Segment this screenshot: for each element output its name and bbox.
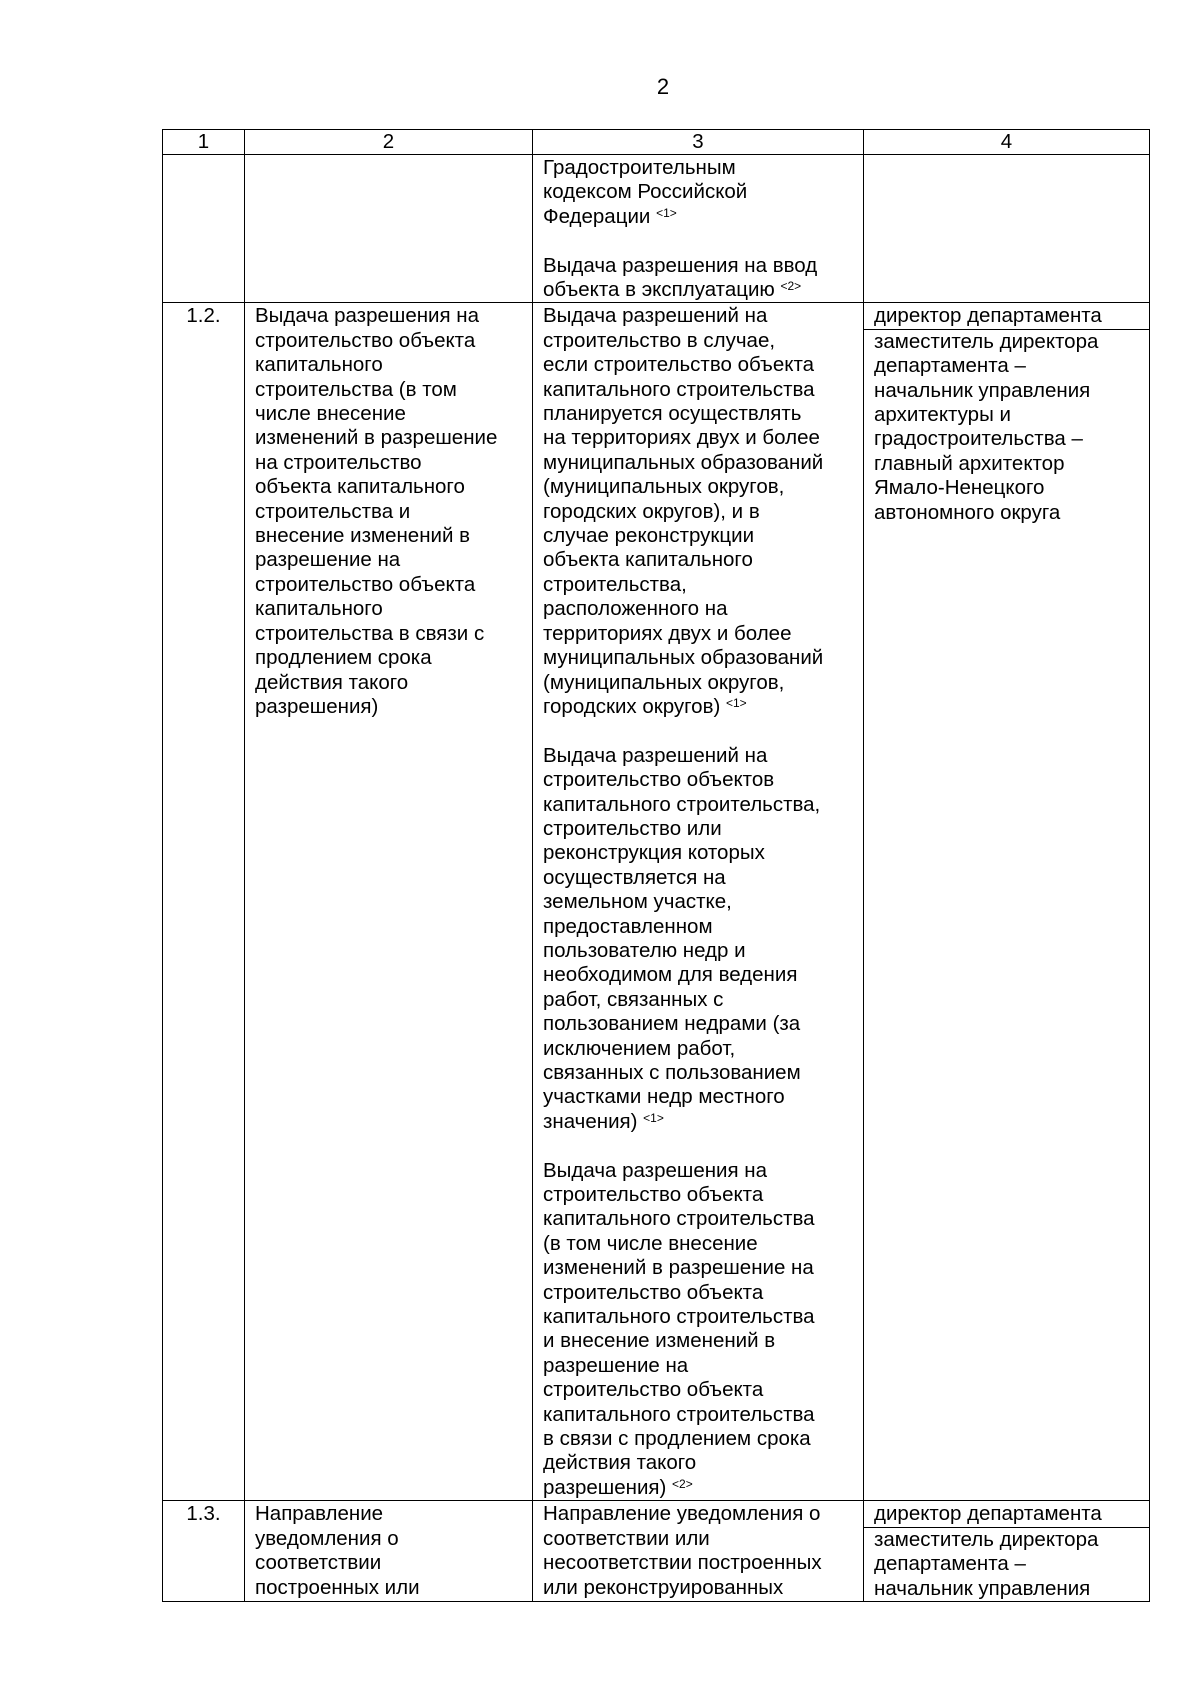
page-number: 2 [656,74,670,99]
header-row [163,130,1150,155]
table-row [163,155,1150,303]
officials-cell [864,303,1150,1501]
authority-paragraph: Выдача разрешения на ввод объекта в эксплуатацию $^{<2>}$ [543,253,818,302]
service-name: Выдача разрешения на строительство объекта капитального строительства (в том числе внесение изменений в разрешение на строительство объекта капитального строительства и внесение изменений в разрешение на строительство объекта капитального строительства в связи с продлением срока действия такого разрешения) [245,303,533,1501]
table-row [163,1501,1150,1602]
header-cell-1: 1 [163,130,245,155]
table-row [163,303,1150,1501]
service-name: Направление уведомления о соответствии построенных или [245,1501,533,1602]
row-number [163,155,245,303]
header-cell-2: 2 [245,130,533,155]
authority-content [533,1501,864,1602]
authority-content [533,155,864,303]
authority-content [533,303,864,1501]
footnote-ref: <1> [643,1110,664,1125]
authority-paragraph: Градостроительным кодексом Российской Федерации $^{<1>}$ [543,156,748,228]
header-cell-4: 4 [864,130,1150,155]
authority-paragraph: Выдача разрешений на строительство в случае, если строительство объекта капитального строительства планируется осуществлять на территориях двух и более муниципальных образований (муниципальных округов, городских округов), и в случае реконструкции объекта капитального строительства, расположенного на территориях двух и более муниципальных образований (муниципальных округов, городских округов) $^{<1>}$ [543,304,824,718]
authority-paragraph: Выдача разрешений на строительство объектов капитального строительства, строительство или реконструкция которых осуществляется на земельном участке, предоставленном пользователю недр и необходимом для ведения работ, связанных с пользованием недрами (за исключением работ, связанных с пользованием участками недр местного значения) $^{<1>}$ [543,743,821,1133]
authority-table [162,129,1149,1602]
row-number: 1.2. [163,303,245,1501]
row-number: 1.3. [163,1501,245,1602]
officials-cell [864,155,1150,303]
official-title: директор департамента [864,1502,1149,1527]
footnote-ref: <2> [780,279,802,294]
authority-paragraph: Направление уведомления о соответствии или несоответствии построенных или реконструированных [543,1502,822,1599]
authority-paragraph: Выдача разрешения на строительство объекта капитального строительства (в том числе внесение изменений в разрешение на строительство объекта капитального строительства и внесение изменений в разрешение на строительство объекта капитального строительства в связи с продлением срока действия такого разрешения) $^{<2>}$ [543,1158,815,1499]
footnote-ref: <1> [656,205,677,220]
official-title: заместитель директора департамента – начальник управления [874,1527,1099,1600]
official-title: директор департамента [864,304,1149,329]
official-title: заместитель директора департамента – начальник управления архитектуры и градостроительства – главный архитектор Ямало-Ненецкого автономного округа [874,329,1099,524]
footnote-ref: <2> [672,1476,693,1491]
footnote-ref: <1> [726,695,747,710]
officials-cell [864,1501,1150,1602]
service-name [245,155,533,303]
header-cell-3: 3 [533,130,864,155]
